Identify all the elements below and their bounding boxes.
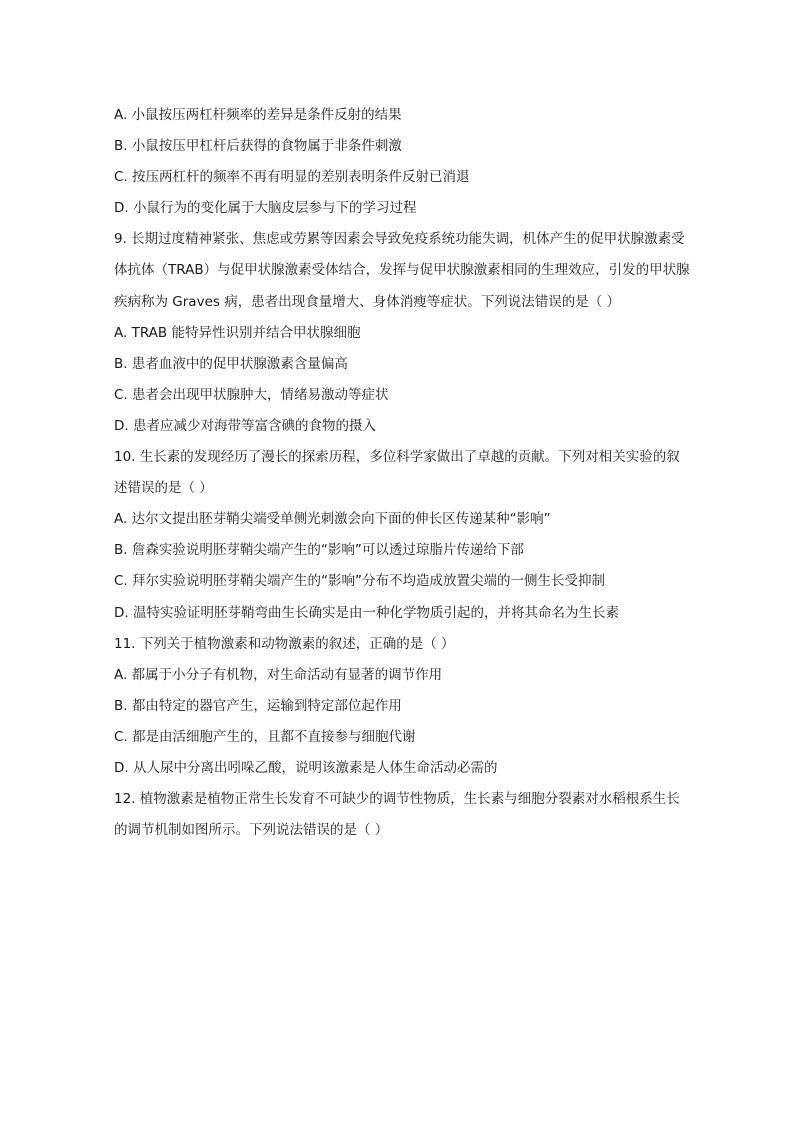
q8-option-a: A. 小鼠按压两杠杆频率的差异是条件反射的结果	[114, 107, 402, 123]
q9-stem-line-3: 疾病称为 Graves 病，患者出现食量增大、身体消瘦等症状。下列说法错误的是（ ）	[114, 293, 620, 310]
q9-option-b: B. 患者血液中的促甲状腺激素含量偏高	[114, 355, 348, 372]
q11-option-d: D. 从人尿中分离出吲哚乙酸，说明该激素是人体生命活动必需的	[114, 759, 498, 776]
q9-option-d: D. 患者应减少对海带等富含碘的食物的摄入	[114, 417, 376, 434]
q10-option-c: C. 拜尔实验说明胚芽鞘尖端产生的“影响”分布不均造成放置尖端的一侧生长受抑制	[114, 573, 605, 590]
q8-option-c: C. 按压两杠杆的频率不再有明显的差别表明条件反射已消退	[114, 169, 470, 186]
question-8-options	[114, 100, 710, 224]
question-12	[114, 784, 710, 846]
q11-option-b: B. 都由特定的器官产生，运输到特定部位起作用	[114, 697, 402, 714]
question-content	[114, 100, 710, 846]
q9-option-a: A. TRAB 能特异性识别并结合甲状腺细胞	[114, 324, 361, 341]
q10-stem-line-2: 述错误的是（ ）	[114, 480, 213, 497]
q11-option-a: A. 都属于小分子有机物，对生命活动有显著的调节作用	[114, 666, 443, 683]
q10-stem-line-1: 10. 生长素的发现经历了漫长的探索历程，多位科学家做出了卓越的贡献。下列对相关实验的叙	[114, 449, 680, 466]
q9-option-c: C. 患者会出现甲状腺肿大，情绪易激动等症状	[114, 386, 389, 403]
q8-option-d: D. 小鼠行为的变化属于大脑皮层参与下的学习过程	[114, 200, 417, 217]
q12-stem-line-2: 的调节机制如图所示。下列说法错误的是（ ）	[114, 822, 389, 839]
q12-stem-line-1: 12. 植物激素是植物正常生长发育不可缺少的调节性物质，生长素与细胞分裂素对水稻根系生长	[114, 791, 680, 808]
q10-option-d: D. 温特实验证明胚芽鞘弯曲生长确实是由一种化学物质引起的，并将其命名为生长素	[114, 604, 619, 621]
q10-option-b: B. 詹森实验说明胚芽鞘尖端产生的“影响”可以透过琼脂片传递给下部	[114, 542, 524, 559]
question-9	[114, 224, 710, 442]
q11-option-c: C. 都是由活细胞产生的，且都不直接参与细胞代谢	[114, 728, 416, 745]
q8-option-b: B. 小鼠按压甲杠杆后获得的食物属于非条件刺激	[114, 138, 402, 155]
q11-stem-line-1: 11. 下列关于植物激素和动物激素的叙述，正确的是（ ）	[114, 635, 455, 652]
q9-stem-line-1: 9. 长期过度精神紧张、焦虑或劳累等因素会导致免疫系统功能失调，机体产生的促甲状腺激素受	[114, 231, 685, 248]
question-10	[114, 442, 710, 629]
question-11	[114, 629, 710, 784]
q10-option-a: A. 达尔文提出胚芽鞘尖端受单侧光刺激会向下面的伸长区传递某种“影响”	[114, 511, 551, 528]
q9-stem-line-2: 体抗体（TRAB）与促甲状腺激素受体结合，发挥与促甲状腺激素相同的生理效应，引发的甲状腺	[114, 262, 690, 279]
